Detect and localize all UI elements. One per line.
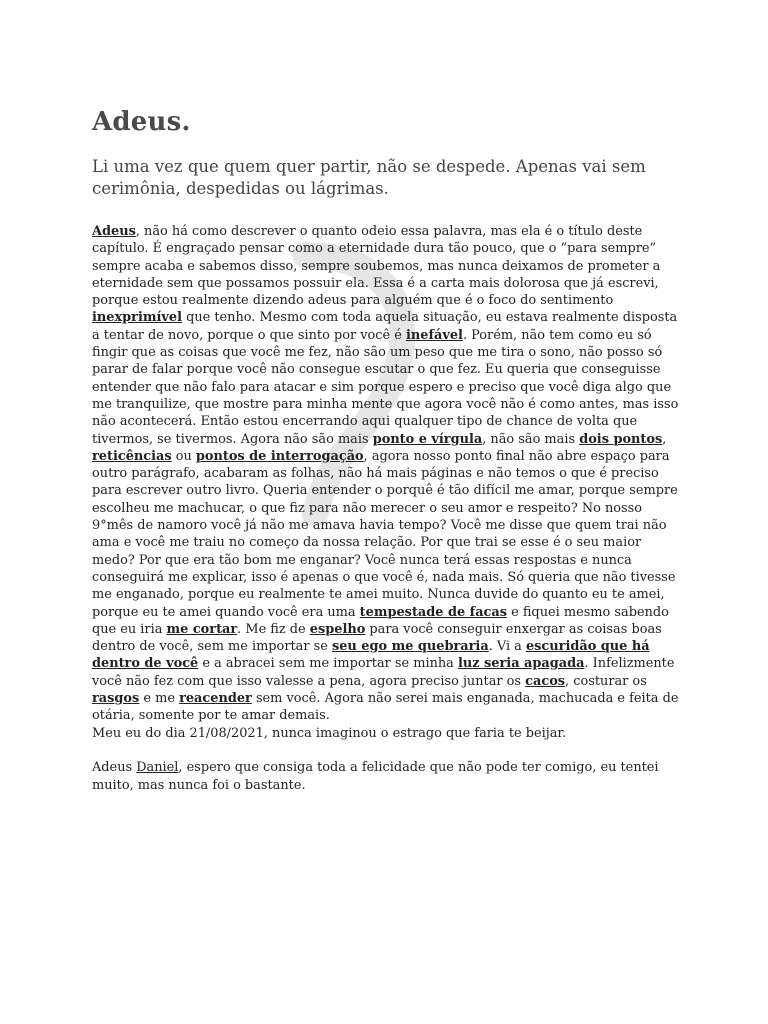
emphasized-phrase: escuridão que há dentro de você bbox=[92, 639, 650, 672]
emphasized-phrase: rasgos bbox=[92, 691, 140, 707]
emphasized-phrase: ponto e vírgula bbox=[372, 431, 483, 447]
body-paragraph-farewell: Adeus Daniel, espero que consiga toda a felicidade que não pode ter comigo, eu tentei muito, mas nunca foi o bastante. bbox=[92, 760, 659, 793]
emphasized-phrase: cacos bbox=[525, 673, 566, 689]
document-title: Adeus. bbox=[92, 107, 191, 137]
emphasized-phrase: pontos de interrogação bbox=[195, 448, 364, 464]
underlined-name: Daniel bbox=[136, 760, 179, 776]
body-paragraph-main: Adeus, não há como descrever o quanto odeio essa palavra, mas ela é o título deste capítulo. É engraçado pensar como a eternidade dura tão pouco, que o “para sempre” sempre acaba e sabemos disso, sempre soubemos, mas nunca deixamos de prometer a eternidade sem que possamos possuir ela. Essa é a carta mais dolorosa que já escrevi, porque estou realmente dizendo adeus para alguém que é o foco do sentimento inexprimível que tenho. Mesmo com toda aquela situação, eu estava realmente disposta a tentar de novo, porque o que sinto por você é inefável. Porém, não tem como eu só fingir que as coisas que você me fez, não são um peso que me tira o sono, não posso só parar de falar porque você não consegue escutar o que fez. Eu queria que conseguisse entender que não falo para atacar e sim porque espero e preciso que você diga algo que me tranquilize, que mostre para minha mente que agora você não é como antes, mas isso não acontecerá. Então estou encerrando aqui qualquer tipo de chance de volta que tivermos, se tivermos. Agora não são mais ponto e vírgula, não são mais dois pontos, reticências ou pontos de interrogação, agora nosso ponto final não abre espaço para outro parágrafo, acabaram as folhas, não há mais páginas e não temos o que é preciso para escrever outro livro. Queria entender o porquê é tão difícil me amar, porque sempre escolheu me machucar, o que fiz para não merecer o seu amor e respeito? No nosso 9°mês de namoro você já não me amava havia tempo? Você me disse que quem trai não ama e você me traiu no começo da nossa relação. Por que trai se esse é o seu maior medo? Por que era tão bom me enganar? Você nunca terá essas respostas e nunca conseguirá me explicar, isso é apenas o que você é, nada mais. Só queria que não tivesse me enganado, porque eu realmente te amei muito. Nunca duvide do quanto eu te amei, porque eu te amei quando você era uma tempestade de facas e fiquei mesmo sabendo que eu iria me cortar. Me fiz de espelho para você conseguir enxergar as coisas boas dentro de você, sem me importar se seu ego me quebraria. Vi a escuridão que há dentro de você e a abracei sem me importar se minha luz seria apagada. Infelizmente você não fez com que isso valesse a pena, agora preciso juntar os cacos, costurar os rasgos e me reacender sem você. Agora não serei mais enganada, machucada e feita de otária, somente por te amar demais. bbox=[92, 224, 679, 724]
emphasized-phrase: seu ego me quebraria bbox=[331, 639, 489, 655]
emphasized-phrase: me cortar bbox=[166, 621, 238, 637]
emphasized-phrase: reticências bbox=[92, 448, 172, 464]
emphasized-phrase: dois pontos bbox=[579, 431, 663, 447]
emphasized-phrase: tempestade de facas bbox=[359, 604, 508, 620]
emphasized-phrase: inefável bbox=[405, 327, 463, 343]
emphasized-phrase: reacender bbox=[179, 691, 252, 707]
document-body bbox=[92, 223, 680, 794]
document-page bbox=[92, 105, 680, 794]
emphasized-phrase: inexprimível bbox=[92, 310, 182, 326]
body-paragraph-date: Meu eu do dia 21/08/2021, nunca imaginou o estrago que faria te beijar. bbox=[92, 725, 567, 741]
emphasized-phrase: Adeus bbox=[92, 224, 136, 239]
emphasized-phrase: espelho bbox=[309, 621, 366, 637]
document-subtitle: Li uma vez que quem quer partir, não se despede. Apenas vai sem cerimônia, despedidas ou lágrimas. bbox=[92, 157, 646, 198]
emphasized-phrase: luz seria apagada bbox=[457, 656, 585, 672]
